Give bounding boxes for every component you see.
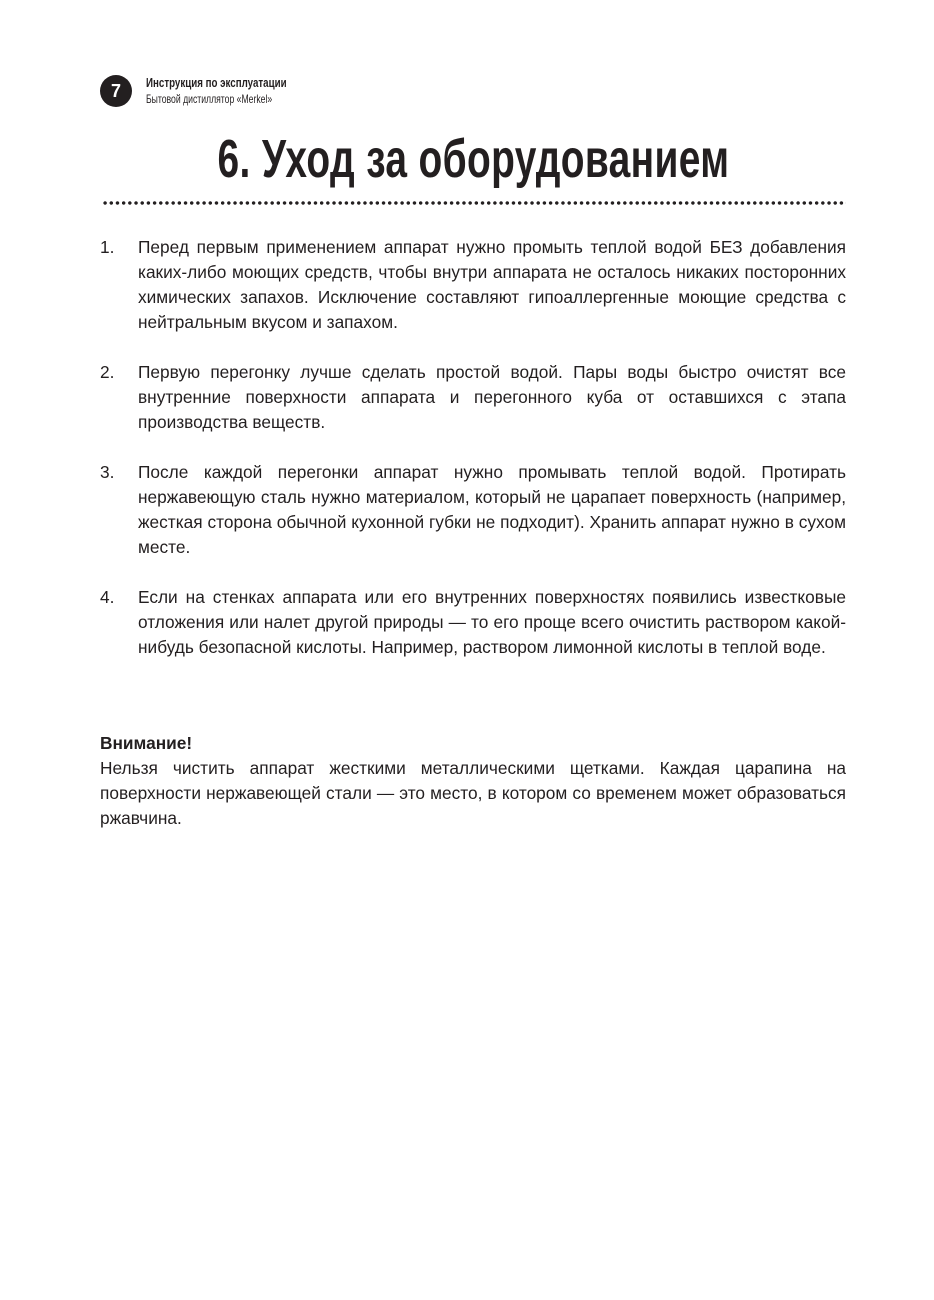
page-number-badge: 7 [100,75,132,107]
list-item-number: 1. [100,237,115,257]
list-item [100,585,846,660]
list-item [100,235,846,335]
list-item [100,460,846,560]
warning-text: Нельзя чистить аппарат жесткими металлическими щетками. Каждая царапина на поверхности нержавеющей стали — это место, в котором со временем может образоваться ржавчина. [100,758,846,828]
list-item-text: Первую перегонку лучше сделать простой водой. Пары воды быстро очистят все внутренние поверхности аппарата и перегонного куба от оставшихся с этапа производства веществ. [138,362,846,432]
dotted-divider [102,200,846,206]
list-item-text: После каждой перегонки аппарат нужно промывать теплой водой. Протирать нержавеющую сталь нужно материалом, который не царапает поверхность (например, жесткая сторона обычной кухонной губки не подходит). Хранить аппарат нужно в сухом месте. [138,462,846,557]
header-title: Инструкция по эксплуатации [146,76,287,90]
list-item [100,360,846,435]
list-item-number: 4. [100,587,115,607]
title-wrap [100,126,846,192]
header-subtitle: Бытовой дистиллятор «Merkel» [146,92,273,106]
warning-block [100,731,846,831]
page-title: 6. Уход за оборудованием [217,129,729,189]
list-item-text: Перед первым применением аппарат нужно промыть теплой водой БЕЗ добавления каких-либо моющих средств, чтобы внутри аппарата не осталось никаких посторонних химических запахов. Исключение составляют гипоаллергенные моющие средства с нейтральным вкусом и запахом. [138,237,846,332]
warning-title: Внимание! [100,733,193,753]
list-item-number: 2. [100,362,115,382]
list-item-number: 3. [100,462,115,482]
header-text [146,75,326,107]
list-item-text: Если на стенках аппарата или его внутренних поверхностях появились известковые отложения или налет другой природы — то его проще всего очистить раствором какой-нибудь безопасной кислоты. Например, раствором лимонной кислоты в теплой воде. [138,587,846,657]
instruction-list [100,235,846,685]
page-header [100,74,326,108]
